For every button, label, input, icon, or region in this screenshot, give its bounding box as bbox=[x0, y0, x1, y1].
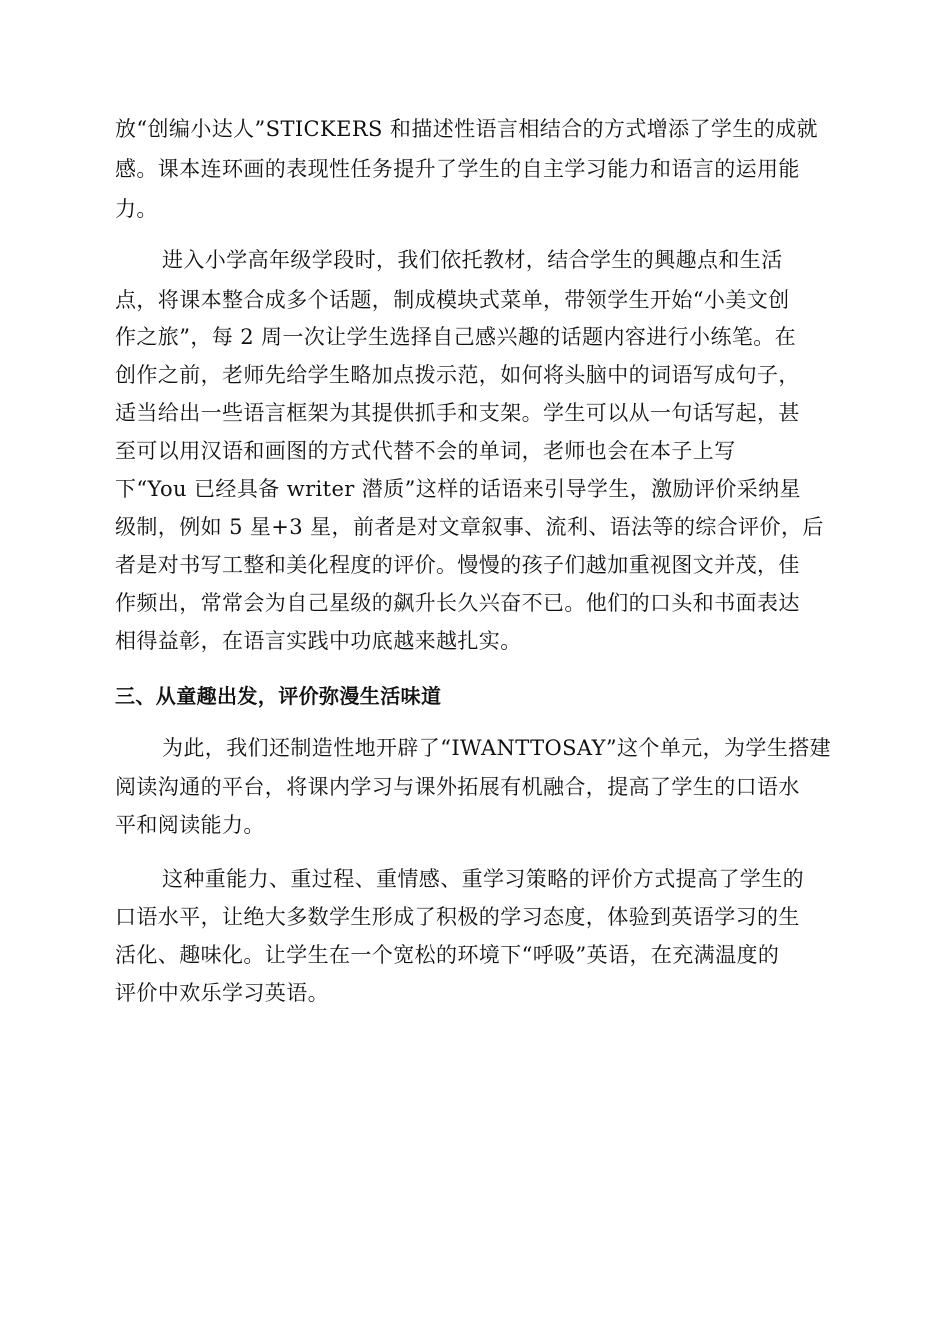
text-line: 点，将课本整合成多个话题，制成模块式菜单，带领学生开始“小美文创 bbox=[115, 288, 790, 312]
text-line: 下“You 已经具备 writer 潜质”这样的话语来引导学生，激励评价采纳星 bbox=[115, 477, 801, 501]
text-line: 作之旅”，每 2 周一次让学生选择自己感兴趣的话题内容进行小练笔。在 bbox=[115, 325, 797, 349]
text-line: 评价中欢乐学习英语。 bbox=[115, 981, 329, 1005]
text-line: 口语水平，让绝大多数学生形成了积极的学习态度，体验到英语学习的生 bbox=[115, 905, 800, 929]
text-line: 为此，我们还制造性地开辟了“IWANTTOSAY”这个单元，为学生搭建 bbox=[162, 736, 832, 760]
text-line: 相得益彰，在语言实践中功底越来越扎实。 bbox=[115, 629, 522, 653]
text-line: 活化、趣味化。让学生在一个宽松的环境下“呼吸”英语，在充满温度的 bbox=[115, 943, 780, 967]
text-line: 感。课本连环画的表现性任务提升了学生的自主学习能力和语言的运用能 bbox=[115, 157, 800, 181]
text-line: 级制，例如 5 星+3 星，前者是对文章叙事、流利、语法等的综合评价，后 bbox=[115, 515, 824, 539]
text-line: 适当给出一些语言框架为其提供抓手和支架。学生可以从一句话写起，甚 bbox=[115, 401, 800, 425]
text-line: 平和阅读能力。 bbox=[115, 813, 265, 837]
text-line: 者是对书写工整和美化程度的评价。慢慢的孩子们越加重视图文并茂，佳 bbox=[115, 553, 800, 577]
text-line: 至可以用汉语和画图的方式代替不会的单词，老师也会在本子上写 bbox=[115, 439, 736, 463]
text-line: 进入小学高年级学段时，我们依托教材，结合学生的興趣点和生活 bbox=[162, 248, 783, 272]
text-line: 放“创编小达人”STICKERS 和描述性语言相结合的方式增添了学生的成就 bbox=[115, 117, 818, 141]
text-line: 这种重能力、重过程、重情感、重学习策略的评价方式提高了学生的 bbox=[162, 867, 804, 891]
section-heading: 三、从童趣出发，评价弥漫生活味道 bbox=[115, 684, 442, 708]
text-line: 力。 bbox=[115, 197, 158, 221]
text-line: 阅读沟通的平台，将课内学习与课外拓展有机融合，提高了学生的口语水 bbox=[115, 775, 800, 799]
text-line: 作频出，常常会为自己星级的飙升长久兴奋不已。他们的口头和书面表达 bbox=[115, 591, 800, 615]
text-line: 创作之前，老师先给学生略加点拨示范，如何将头脑中的词语写成句子， bbox=[115, 363, 800, 387]
